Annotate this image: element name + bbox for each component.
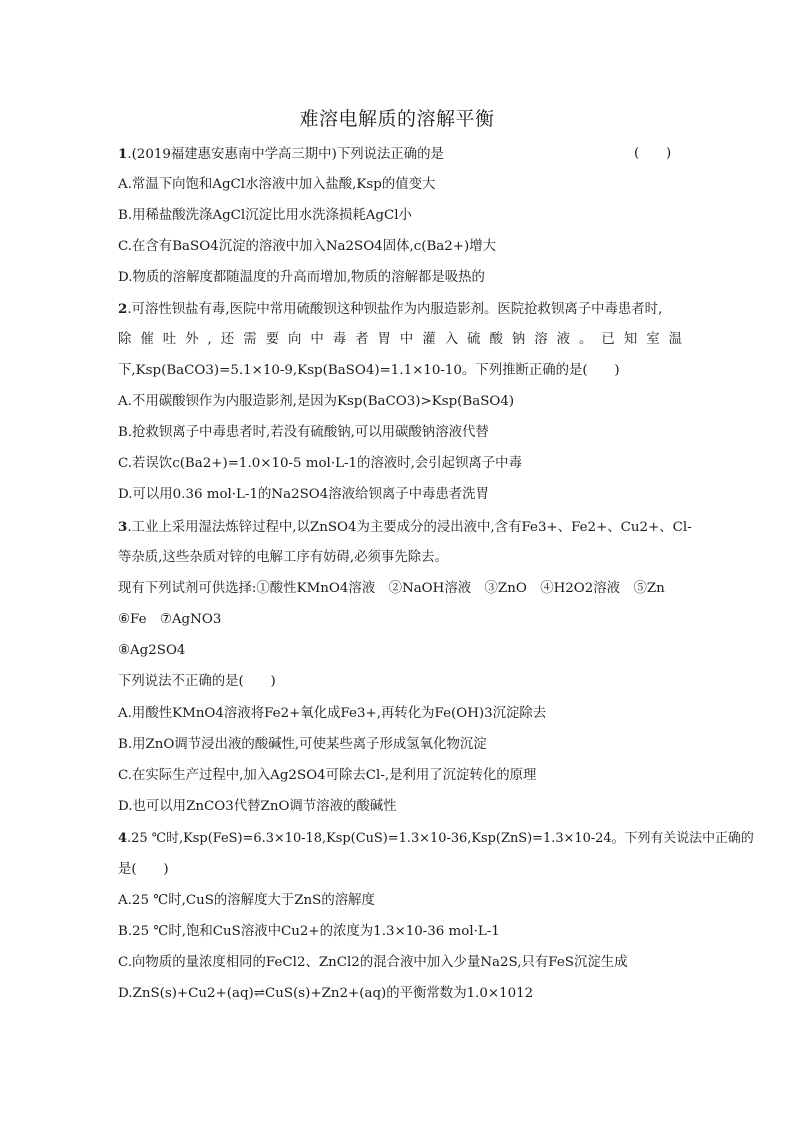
question-3-stem-line-1: 3.工业上采用湿法炼锌过程中,以ZnSO4为主要成分的浸出液中,含有Fe3+、Fe2+、Cu2+、Cl- [118, 519, 692, 535]
question-3-option-d: D.也可以用ZnCO3代替ZnO调节溶液的酸碱性 [118, 799, 397, 814]
question-2-stem-line-2: 除催吐外,还需要向中毒者胃中灌入硫酸钠溶液。已知室温 [118, 332, 682, 347]
question-4-option-d: D.ZnS(s)+Cu2+(aq)⇌CuS(s)+Zn2+(aq)的平衡常数为1.0×1012 [118, 986, 534, 1001]
question-4-option-b: B.25 ℃时,饱和CuS溶液中Cu2+的浓度为1.3×10-36 mol·L-1 [118, 924, 500, 939]
question-2-stem-line-1: 2.可溶性钡盐有毒,医院中常用硫酸钡这种钡盐作为内服造影剂。医院抢救钡离子中毒患者时, [118, 301, 663, 317]
question-2-option-c: C.若误饮c(Ba2+)=1.0×10-5 mol·L-1的溶液时,会引起钡离子中毒 [118, 456, 522, 471]
question-1-stem: 1.(2019福建惠安惠南中学高三期中)下列说法正确的是 [118, 146, 444, 162]
question-3-reagents-line-3: ⑧Ag2SO4 [118, 643, 186, 658]
question-1-option-b: B.用稀盐酸洗涤AgCl沉淀比用水洗涤损耗AgCl小 [118, 208, 412, 223]
question-1-option-d: D.物质的溶解度都随温度的升高而增加,物质的溶解都是吸热的 [118, 270, 485, 285]
question-2-stem-line-3: 下,Ksp(BaCO3)=5.1×10-9,Ksp(BaSO4)=1.1×10-10。下列推断正确的是( ) [118, 363, 620, 378]
question-3-prompt: 下列说法不正确的是( ) [118, 674, 276, 689]
question-number: 1 [118, 146, 128, 162]
question-3-reagents-line-2: ⑥Fe ⑦AgNO3 [118, 612, 222, 627]
answer-blank: ( ) [634, 146, 672, 161]
question-2-option-b: B.抢救钡离子中毒患者时,若没有硫酸钠,可以用碳酸钠溶液代替 [118, 425, 489, 440]
question-4-option-c: C.向物质的量浓度相同的FeCl2、ZnCl2的混合液中加入少量Na2S,只有FeS沉淀生成 [118, 955, 628, 970]
question-4-stem-line-2: 是( ) [118, 862, 169, 877]
question-3-stem-line-2: 等杂质,这些杂质对锌的电解工序有妨碍,必须事先除去。 [118, 550, 448, 565]
question-1-option-c: C.在含有BaSO4沉淀的溶液中加入Na2SO4固体,c(Ba2+)增大 [118, 239, 497, 254]
question-4-option-a: A.25 ℃时,CuS的溶解度大于ZnS的溶解度 [118, 893, 375, 908]
question-1-option-a: A.常温下向饱和AgCl水溶液中加入盐酸,Ksp的值变大 [118, 177, 436, 192]
question-number: 4 [118, 831, 127, 846]
page-title: 难溶电解质的溶解平衡 [299, 108, 495, 130]
question-3-reagents-line-1: 现有下列试剂可供选择:①酸性KMnO4溶液 ②NaOH溶液 ③ZnO ④H2O2溶液 ⑤Zn [118, 581, 665, 596]
question-number: 2 [118, 301, 128, 317]
question-4-stem-line-1: 4.25 ℃时,Ksp(FeS)=6.3×10-18,Ksp(CuS)=1.3×10-36,Ksp(ZnS)=1.3×10-24。下列有关说法中正确的 [118, 831, 754, 846]
question-2-option-d: D.可以用0.36 mol·L-1的Na2SO4溶液给钡离子中毒患者洗胃 [118, 487, 489, 502]
question-3-option-c: C.在实际生产过程中,加入Ag2SO4可除去Cl-,是利用了沉淀转化的原理 [118, 768, 537, 783]
question-number: 3 [118, 519, 128, 535]
question-3-option-a: A.用酸性KMnO4溶液将Fe2+氧化成Fe3+,再转化为Fe(OH)3沉淀除去 [118, 706, 547, 721]
question-3-option-b: B.用ZnO调节浸出液的酸碱性,可使某些离子形成氢氧化物沉淀 [118, 737, 487, 752]
question-2-option-a: A.不用碳酸钡作为内服造影剂,是因为Ksp(BaCO3)>Ksp(BaSO4) [118, 394, 515, 409]
